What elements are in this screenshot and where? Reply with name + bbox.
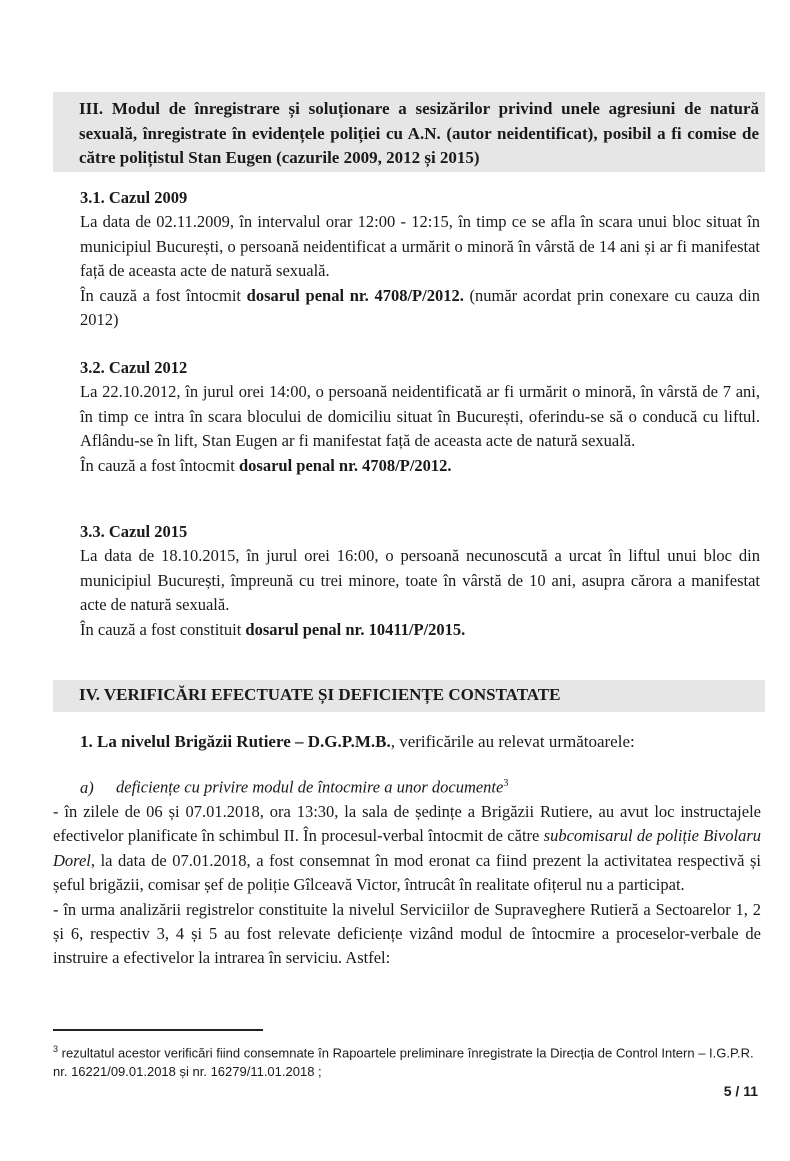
- footnote-text: rezultatul acestor verificări fiind consemnate în Rapoartele preliminare înregistrate la Direcția de Control Intern – I.G.P.R. nr. 16221/09.01.2018 și nr. 16279/11.01.2018 ;: [53, 1045, 754, 1080]
- file-prefix: În cauză a fost întocmit: [80, 285, 247, 305]
- file-suffix: (număr acordat prin conexare cu cauza din 2012): [80, 285, 760, 330]
- case-text: La data de 18.10.2015, în jurul orei 16:00, o persoană necunoscută a urcat în liftul unui bloc din municipiul București, împreună cu trei minore, toate în vârstă de 10 ani, asupra cărora a manifestat acte de natură sexuală.: [80, 546, 760, 615]
- section-3-title: III. Modul de înregistrare și soluționare a sesizărilor privind unele agresiuni de natură sexuală, înregistrate în evidențele poliției cu A.N. (autor neidentificat), posibil a fi comise de către polițistul Stan Eugen (cazurile 2009, 2012 și 2015): [79, 99, 759, 167]
- footnote-ref: 3: [503, 778, 509, 789]
- item-a-text: deficiențe cu privire modul de întocmire a unor documente: [116, 777, 504, 797]
- item-a: [53, 772, 761, 800]
- paragraph-1-end: , la data de 07.01.2018, a fost consemnat în mod eronat ca fiind prezent la activitatea respectivă și șeful brigăzii, comisar șef de poliție Gîlceavă Victor, întrucât în realitate ofițerul nu a participat.: [53, 850, 761, 895]
- section-4-title: IV. VERIFICĂRI EFECTUATE ȘI DEFICIENȚE CONSTATATE: [79, 685, 561, 704]
- case-heading: 3.2. Cazul 2012: [80, 358, 188, 377]
- case-2015: [80, 520, 760, 642]
- case-heading: 3.1. Cazul 2009: [80, 188, 188, 207]
- footnote: [53, 1040, 765, 1081]
- case-heading: 3.3. Cazul 2015: [80, 522, 188, 541]
- case-text: La data de 02.11.2009, în intervalul orar 12:00 - 12:15, în timp ce se afla în scara unui bloc situat în municipiul București, o persoană neidentificat a urmărit o minoră în vârstă de 14 ani și ar fi manifestat față de aceasta acte de natură sexuală.: [80, 212, 760, 281]
- page-number: 5 / 11: [723, 1083, 758, 1099]
- paragraph-1: [53, 800, 761, 898]
- case-2009: [80, 186, 760, 332]
- file-prefix: În cauză a fost constituit: [80, 619, 246, 639]
- paragraph-1-start: - în zilele de 06 și 07.01.2018, ora 13:30, la sala de ședințe a Brigăzii Rutiere, au avut loc instructajele efectivelor planificate în schimbul II. În procesul-verbal întocmit de către: [53, 801, 761, 846]
- subsection-1: [80, 732, 635, 752]
- file-number: dosarul penal nr. 4708/P/2012.: [238, 455, 452, 475]
- case-file-line: [80, 454, 760, 478]
- file-number: dosarul penal nr. 4708/P/2012.: [246, 285, 464, 305]
- case-text: La 22.10.2012, în jurul orei 14:00, o persoană neidentificată ar fi urmărit o minoră, în vârstă de 7 ani, în timp ce intra în scara blocului de domiciliu situat în București, oferindu-se să o conducă cu liftul. Aflându-se în lift, Stan Eugen ar fi manifestat față de aceasta acte de natură sexuală.: [80, 382, 760, 451]
- section-4-header: [53, 680, 765, 712]
- section-3-header: [53, 92, 765, 172]
- case-file-line: [80, 284, 760, 333]
- case-file-line: [80, 618, 760, 642]
- footnote-separator: [53, 1029, 263, 1031]
- paragraph-2: - în urma analizării registrelor constituite la nivelul Serviciilor de Supraveghere Rutieră a Sectoarelor 1, 2 și 6, respectiv 3, 4 și 5 au fost relevate deficiențe vizând modul de întocmire a proceselor-verbale de instruire a efectivelor la intrarea în serviciu. Astfel:: [53, 899, 761, 968]
- footnote-marker: 3: [53, 1044, 59, 1054]
- subsection-1-label: 1. La nivelul Brigăzii Rutiere – D.G.P.M.B.: [80, 732, 391, 751]
- file-prefix: În cauză a fost întocmit: [80, 455, 239, 475]
- section-4-body: [53, 772, 761, 971]
- item-a-label: a): [80, 777, 94, 797]
- subsection-1-rest: , verificările au relevat următoarele:: [390, 732, 635, 751]
- file-number: dosarul penal nr. 10411/P/2015.: [245, 619, 466, 639]
- case-2012: [80, 356, 760, 478]
- paragraph-1-italic: subcomisarul de poliție Bivolaru Dorel: [53, 826, 761, 870]
